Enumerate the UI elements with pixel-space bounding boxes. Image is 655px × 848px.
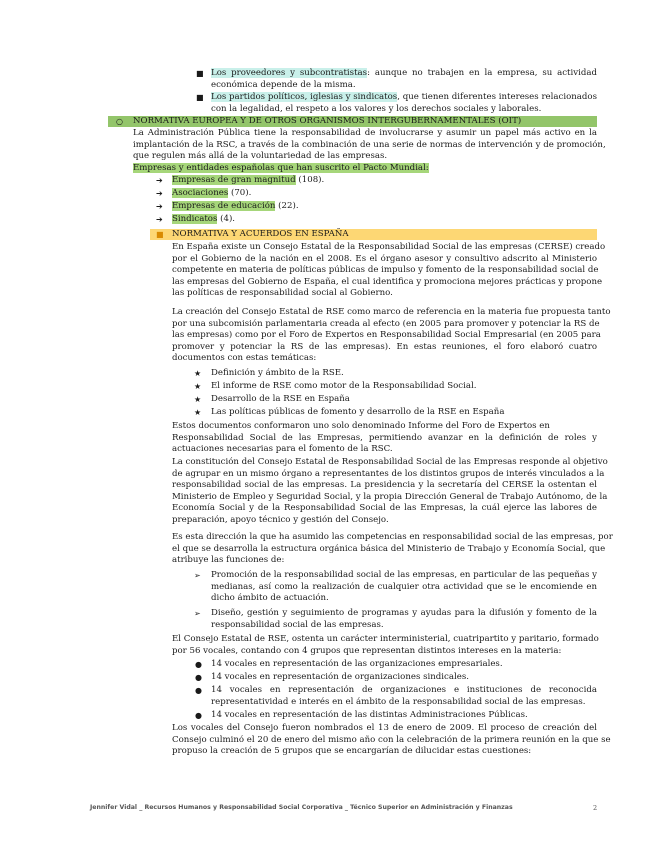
paragraph: Los vocales del Consejo fueron nombrados el 13 de enero de 2009. El proceso de creación del Consejo culminó el 20 de enero del mismo año con la celebración de la primera reunión en la que se propuso la creación de 5 grupos que se encargarían de dilucidar estas cuestiones:	[172, 723, 611, 757]
page-footer: Jennifer Vidal _ Recursos Humanos y Responsabilidad Social Corporativa _ Técnico Superior en Administración y Finanzas	[90, 804, 513, 811]
square-bullet-icon: ■	[196, 69, 204, 78]
paragraph: La constitución del Consejo Estatal de Responsabilidad Social de las Empresas responde al objetivo de agrupar en un mismo órgano a representantes de los distintos grupos de interés vinculados a la responsabilidad social de las empresas. La presidencia y la secretaría del CERSE la ostentan el Ministerio de Empleo y Seguridad Social, y la propia Dirección General de Trabajo Autónomo, de la Economía Social y de la Responsabilidad Social de las Empresas, la cuál ejerce las labores de preparación, apoyo técnico y gestión del Consejo.	[172, 457, 608, 525]
arrow-right-icon: ➔	[156, 215, 163, 224]
star-bullet-icon: ★	[194, 395, 202, 404]
star-bullet-icon: ★	[194, 369, 202, 378]
highlighted-text: Los partidos políticos, iglesias y sindicatos	[211, 92, 398, 102]
list-item: Las políticas públicas de fomento y desarrollo de la RSE en España	[211, 407, 505, 417]
arrow-right-icon: ➔	[156, 176, 163, 185]
star-bullet-icon: ★	[194, 382, 202, 391]
page-number: 2	[593, 804, 598, 812]
list-item: 14 vocales en representación de las organizaciones empresariales.	[211, 659, 503, 669]
paragraph: La creación del Consejo Estatal de RSE como marco de referencia en la materia fue propuesta tanto por una subcomisión parlamentaria creada al efecto (en 2005 para promover y potenciar la RS de las empresas) como por el Foro de Expertos en Responsabilidad Social Empresarial (en 2005 para promover y potenciar la RS de las empresas). En estas reuniones, el foro elaboró cuatro documentos con estas temáticas:	[172, 307, 611, 364]
square-bullet-icon: ■	[196, 93, 204, 102]
list-item: Promoción de la responsabilidad social de las empresas, en particular de las pequeñas y medianas, así como la realización de cualquier otra actividad que se le encomiende en dicho ámbito de actuación.	[211, 570, 597, 604]
arrow-right-icon: ➔	[156, 189, 163, 198]
dot-bullet-icon: ●	[195, 711, 202, 720]
arrowhead-bullet-icon: ➢	[194, 571, 201, 580]
list-item: Sindicatos (4).	[172, 214, 236, 224]
list-item: El informe de RSE como motor de la Responsabilidad Social.	[211, 381, 477, 391]
paragraph: En España existe un Consejo Estatal de la Responsabilidad Social de las empresas (CERSE) creado por el Gobierno de la nación en el 2008. Es el órgano asesor y consultivo adscrito al Ministerio competente en materia de políticas públicas de impulso y fomento de la responsabilidad social de las empresas del Gobierno de España, el cual identifica y promociona mejores prácticas y propone las políticas de responsabilidad social al Gobierno.	[172, 242, 606, 299]
section-heading-spain: NORMATIVA Y ACUERDOS EN ESPAÑA	[172, 229, 349, 239]
paragraph: El Consejo Estatal de RSE, ostenta un carácter interministerial, cuatripartito y paritario, formado por 56 vocales, contando con 4 grupos que representan distintos intereses en la materia:	[172, 634, 599, 656]
dot-bullet-icon: ●	[195, 660, 202, 669]
list-item: Empresas de educación (22).	[172, 201, 299, 211]
list-item: 14 vocales en representación de organizaciones sindicales.	[211, 672, 469, 682]
paragraph: Es esta dirección la que ha asumido las competencias en responsabilidad social de las empresas, por el que se desarrolla la estructura orgánica básica del Ministerio de Trabajo y Economía Social, que atribuye las funciones de:	[172, 532, 613, 566]
list-item: 14 vocales en representación de las distintas Administraciones Públicas.	[211, 710, 528, 720]
arrowhead-bullet-icon: ➢	[194, 609, 201, 618]
list-item: Los proveedores y subcontratistas: aunque no trabajen en la empresa, su actividad económica depende de la misma.	[211, 68, 597, 90]
dot-bullet-icon: ●	[195, 673, 202, 682]
list-item: Los partidos políticos, iglesias y sindicatos, que tienen diferentes intereses relacionados con la legalidad, el respeto a los valores y los derechos sociales y laborales.	[211, 92, 597, 114]
highlighted-text: Los proveedores y subcontratistas	[211, 68, 368, 78]
section-heading-oit: NORMATIVA EUROPEA Y DE OTROS ORGANISMOS INTERGUBERNAMENTALES (OIT)	[133, 116, 522, 126]
paragraph: La Administración Pública tiene la responsabilidad de involucrarse y asumir un papel más activo en la implantación de la RSC, a través de la combinación de una serie de normas de intervención y de promoción, que regulen más allá de la voluntariedad de las empresas.	[133, 128, 606, 162]
pacto-title: Empresas y entidades españolas que han suscrito el Pacto Mundial:	[133, 163, 429, 173]
arrow-right-icon: ➔	[156, 202, 163, 211]
dot-bullet-icon: ●	[195, 686, 202, 695]
list-item: Desarrollo de la RSE en España	[211, 394, 350, 404]
paragraph: Estos documentos conformaron uno solo denominado Informe del Foro de Expertos en Responsabilidad Social de las Empresas, permitiendo avanzar en la definición de roles y actuaciones necesarias para el fomento de la RSC.	[172, 421, 597, 455]
list-item: Diseño, gestión y seguimiento de programas y ayudas para la difusión y fomento de la responsabilidad social de las empresas.	[211, 608, 597, 630]
list-item: Asociaciones (70).	[172, 188, 252, 198]
list-item: Definición y ámbito de la RSE.	[211, 368, 344, 378]
list-item: 14 vocales en representación de organizaciones e instituciones de reconocida representatividad e interés en el ámbito de la responsabilidad social de las empresas.	[211, 685, 597, 707]
circle-bullet-icon: ○	[116, 117, 123, 126]
list-item: Empresas de gran magnitud (108).	[172, 175, 325, 185]
square-bullet-icon: ■	[156, 230, 164, 239]
star-bullet-icon: ★	[194, 408, 202, 417]
